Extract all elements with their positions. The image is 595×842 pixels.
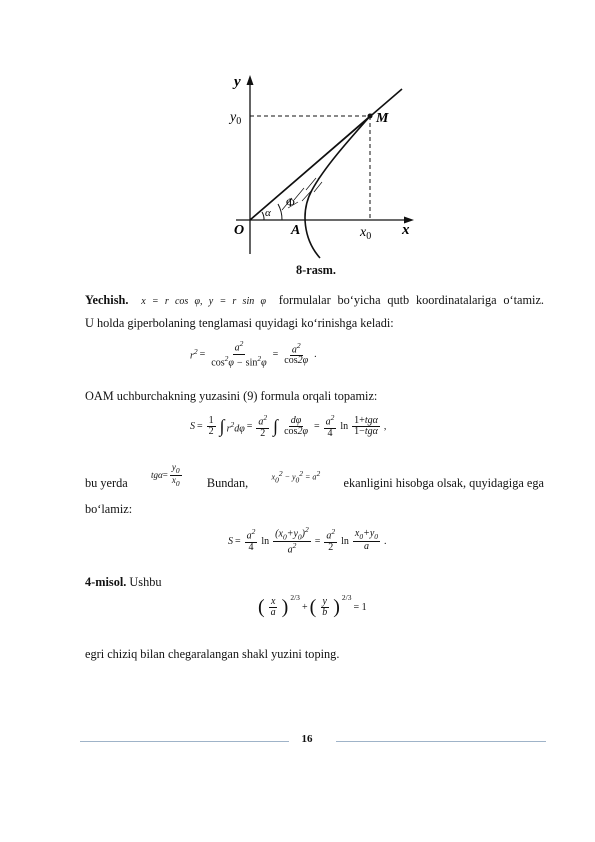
area-integral-formula: S = $\frac{1}{2}$ ∫ $r^2d\varphi$ = $\frac{a^2}{2}$ ∫ $\frac{d\varphi}{\cos 2\varphi}$ = $\frac{a^2}{4}$ ln $\frac{\text{1+tgα}}{\text{1−tgα}}$ , — [190, 413, 387, 439]
hyperbola-figure — [222, 72, 422, 262]
y0-label: $y_0$ — [230, 110, 242, 127]
footer-line-right — [336, 741, 546, 742]
example-text: Ushbu — [126, 575, 162, 589]
param-formula: x = r cos φ, y = r sin φ — [141, 296, 266, 307]
solution-line-1-text: formulalar bo‘yicha qutb koordinatalariga o‘tamiz. — [272, 293, 545, 307]
area-result-formula: S = $\frac{a^2}{4}$ ln $\frac{(x_0+y_0)^2}{a^2}$ = $\frac{a^2}{2}$ ln $\frac{x_0+y_0}{a}$ . — [228, 525, 387, 556]
solution-label: Yechish. — [85, 293, 129, 307]
astroid-formula: ( $\frac{x}{a}$ ) $^{2/3}$ + ( $\frac{y}{b}$ ) $^{2/3}$ = 1 — [258, 593, 367, 618]
bu-yerda-word: bu yerda — [85, 476, 128, 491]
origin-label: O — [234, 223, 245, 238]
alpha-arc — [262, 212, 264, 220]
bu-yerda-rest: ekanligini hisobga olsak, quyidagiga ega — [343, 476, 544, 491]
page-number: 16 — [301, 733, 313, 745]
point-m-label: M — [376, 111, 389, 126]
bundan-word: Bundan, — [206, 476, 249, 491]
hyperbola-cartesian-formula: $x_0^2 - y_0^2 = a^2$ — [271, 469, 321, 485]
figure-caption: 8-rasm. — [296, 263, 336, 277]
area-intro: OAM uchburchakning yuzasini (9) formula orqali topamiz: — [85, 389, 378, 403]
solution-line-2: U holda giperbolaning tenglamasi quyidagi ko‘rinishga keladi: — [85, 316, 394, 330]
solution-line-1 — [85, 290, 544, 312]
point-m — [368, 114, 373, 119]
y-axis-arrow — [247, 75, 254, 85]
tg-alpha-formula: tgα = $\frac{y_0}{x_0}$ — [151, 461, 180, 488]
example-task: egri chiziq bilan chegaralangan shakl yuzini toping. — [85, 647, 340, 661]
x-axis-label: x — [402, 222, 410, 238]
y-axis-label: y — [234, 74, 241, 90]
example-heading — [85, 572, 162, 592]
point-a-label: A — [291, 223, 301, 238]
chord-om — [250, 116, 370, 220]
x0-label: $x_0$ — [360, 225, 372, 242]
phi-arc — [278, 204, 282, 220]
footer-line-left — [80, 741, 289, 742]
bu-yerda-line-2: bo‘lamiz: — [85, 502, 133, 516]
phi-label: Φ — [286, 195, 295, 209]
alpha-label: α — [265, 207, 271, 219]
bu-yerda-line — [85, 461, 544, 496]
example-label: 4-misol. — [85, 575, 127, 589]
hyperbola-polar-formula: $r^2$ = $\frac{a^2}{\cos^2\varphi - \sin^2\varphi}$ = $\frac{a^2}{\cos 2\varphi}$ . — [190, 339, 317, 369]
